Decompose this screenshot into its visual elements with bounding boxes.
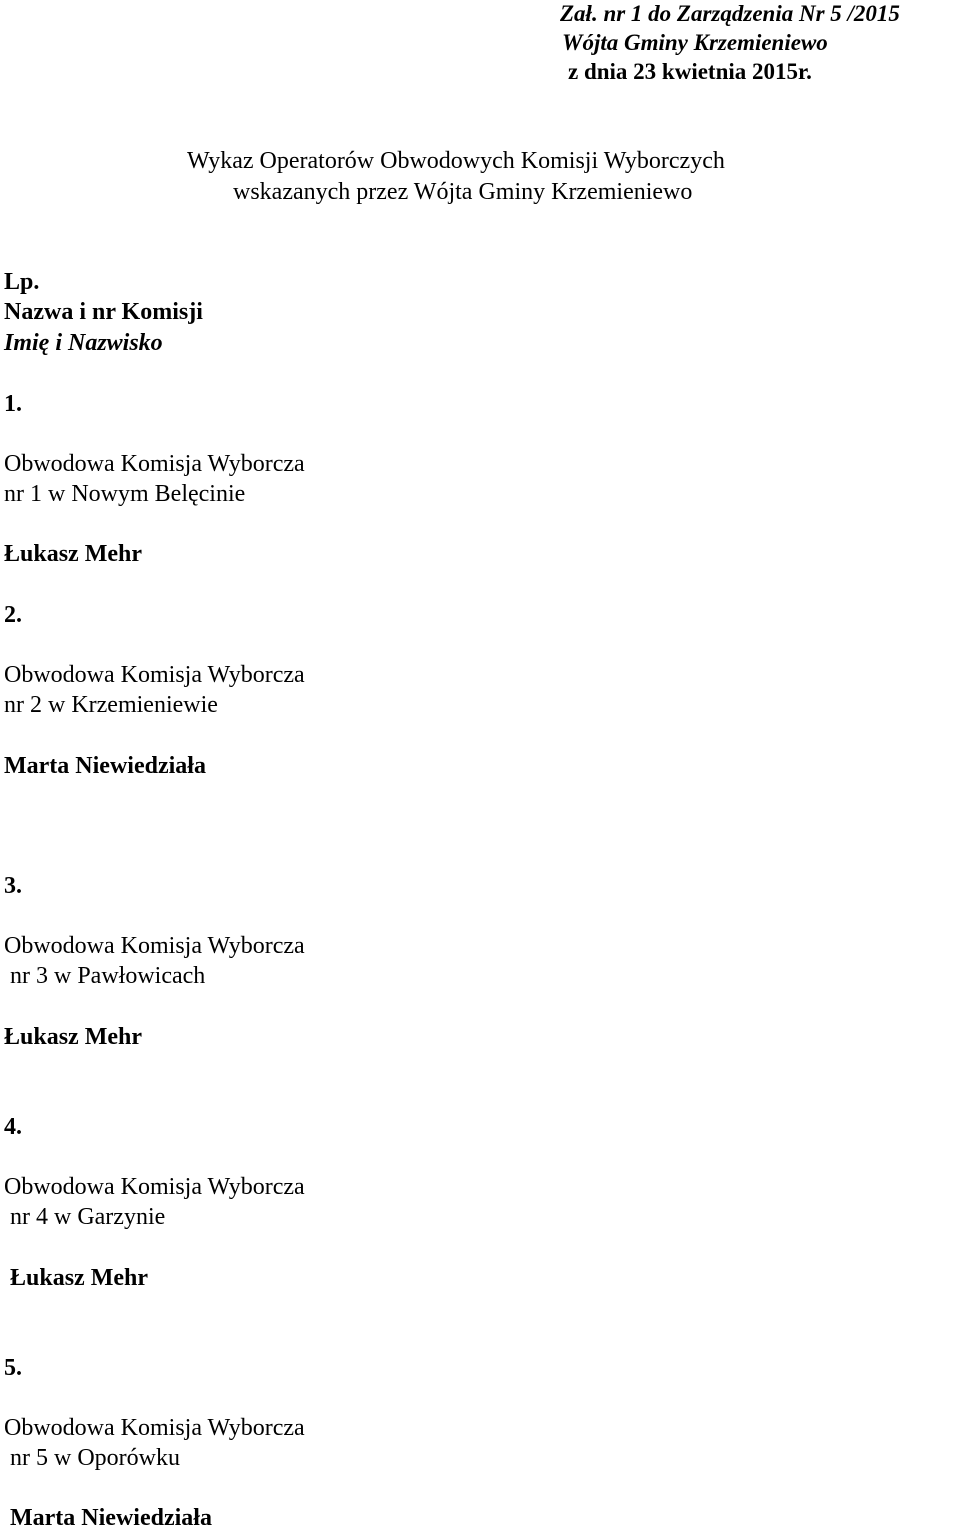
document-title-line-1: Wykaz Operatorów Obwodowych Komisji Wyborczych xyxy=(187,148,725,174)
operator-name: Marta Niewiedziała xyxy=(4,753,206,779)
entry-number: 3. xyxy=(4,873,22,899)
commission-name: Obwodowa Komisja Wyborcza xyxy=(4,1174,305,1200)
annex-header-line-3: z dnia 23 kwietnia 2015r. xyxy=(568,59,812,84)
operator-name: Łukasz Mehr xyxy=(4,541,142,567)
entry-number: 4. xyxy=(4,1114,22,1140)
commission-name: Obwodowa Komisja Wyborcza xyxy=(4,1415,305,1441)
entry-number: 5. xyxy=(4,1355,22,1381)
commission-name: Obwodowa Komisja Wyborcza xyxy=(4,662,305,688)
annex-header-line-1: Zał. nr 1 do Zarządzenia Nr 5 /2015 xyxy=(560,1,900,26)
commission-number-location: nr 5 w Oporówku xyxy=(10,1445,180,1471)
commission-number-location: nr 1 w Nowym Belęcinie xyxy=(4,481,246,507)
commission-number-location: nr 3 w Pawłowicach xyxy=(10,963,206,989)
operator-name: Marta Niewiedziała xyxy=(10,1505,212,1531)
entry-number: 2. xyxy=(4,602,22,628)
operator-name: Łukasz Mehr xyxy=(10,1265,148,1291)
commission-name: Obwodowa Komisja Wyborcza xyxy=(4,933,305,959)
operator-name: Łukasz Mehr xyxy=(4,1024,142,1050)
document-title-line-2: wskazanych przez Wójta Gminy Krzemieniewo xyxy=(233,179,693,205)
commission-number-location: nr 2 w Krzemieniewie xyxy=(4,692,218,718)
entry-number: 1. xyxy=(4,391,22,417)
column-label-commission: Nazwa i nr Komisji xyxy=(4,299,203,325)
commission-number-location: nr 4 w Garzynie xyxy=(10,1204,166,1230)
annex-header-line-2: Wójta Gminy Krzemieniewo xyxy=(562,30,828,55)
column-label-lp: Lp. xyxy=(4,269,40,295)
column-label-person: Imię i Nazwisko xyxy=(4,330,163,356)
commission-name: Obwodowa Komisja Wyborcza xyxy=(4,451,305,477)
